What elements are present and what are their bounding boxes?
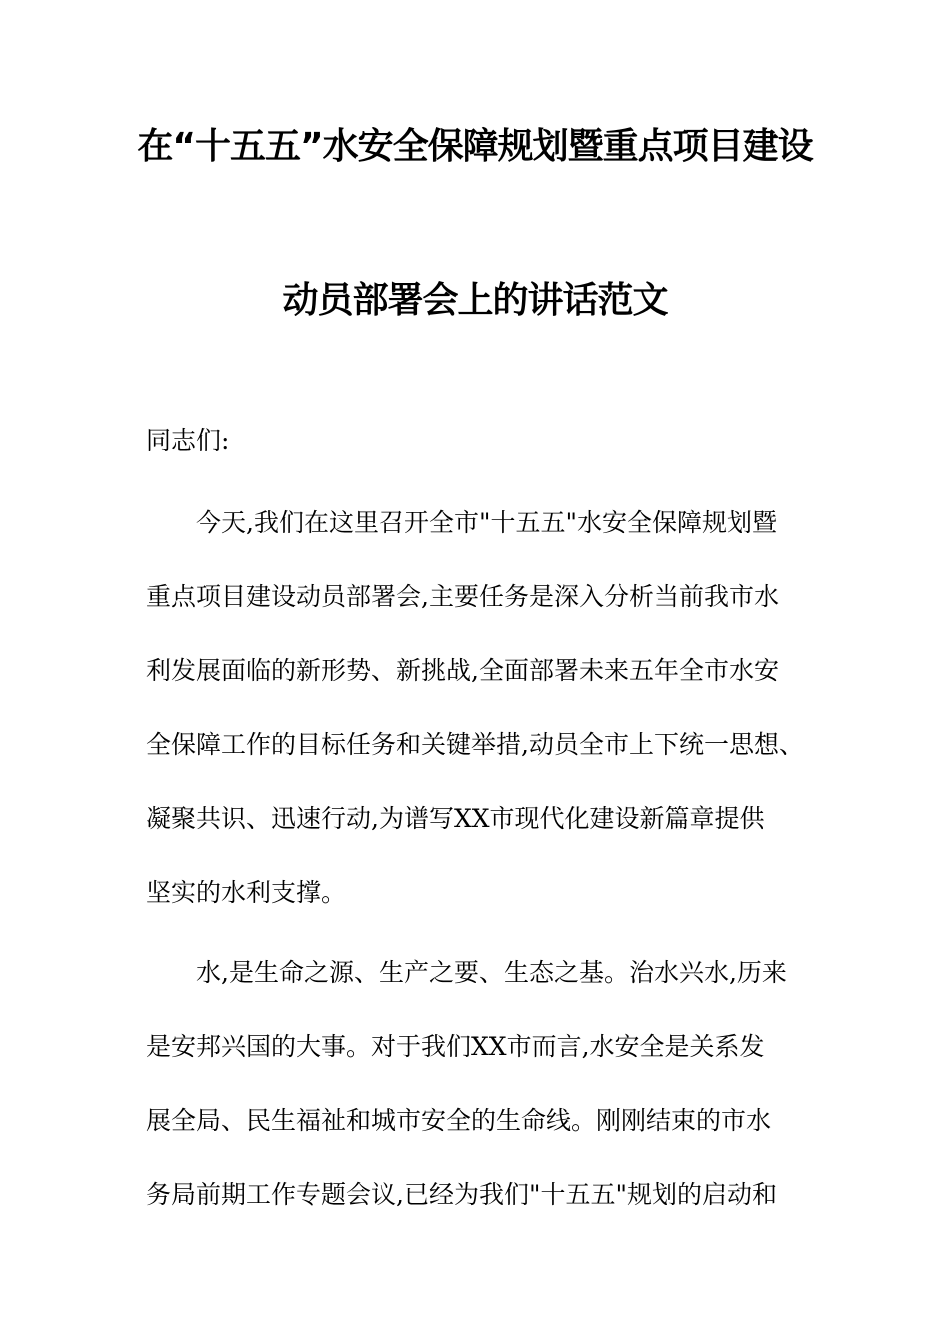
paragraph-2-line-2: 是安邦兴国的大事。对于我们XX市而言,水安全是关系发 [146,1032,765,1061]
salutation: 同志们: [146,426,230,455]
paragraph-2-line-1: 水,是生命之源、生产之要、生态之基。治水兴水,历来 [196,958,787,987]
paragraph-1-line-1: 今天,我们在这里召开全市"十五五"水安全保障规划暨 [196,508,777,537]
paragraph-1-line-5: 凝聚共识、迅速行动,为谱写XX市现代化建设新篇章提供 [146,804,765,833]
document-title-line-2: 动员部署会上的讲话范文 [282,280,668,321]
paragraph-1-line-6: 坚实的水利支撑。 [146,878,347,907]
paragraph-1-line-4: 全保障工作的目标任务和关键举措,动员全市上下统一思想、 [146,730,804,759]
paragraph-1-line-3: 利发展面临的新形势、新挑战,全面部署未来五年全市水安 [146,656,779,685]
paragraph-2-line-3: 展全局、民生福祉和城市安全的生命线。刚刚结束的市水 [146,1106,772,1135]
paragraph-2-line-4: 务局前期工作专题会议,已经为我们"十五五"规划的启动和 [146,1180,777,1209]
document-title-line-1: 在“十五五”水安全保障规划暨重点项目建设 [137,126,813,167]
paragraph-1-line-2: 重点项目建设动员部署会,主要任务是深入分析当前我市水 [146,582,779,611]
